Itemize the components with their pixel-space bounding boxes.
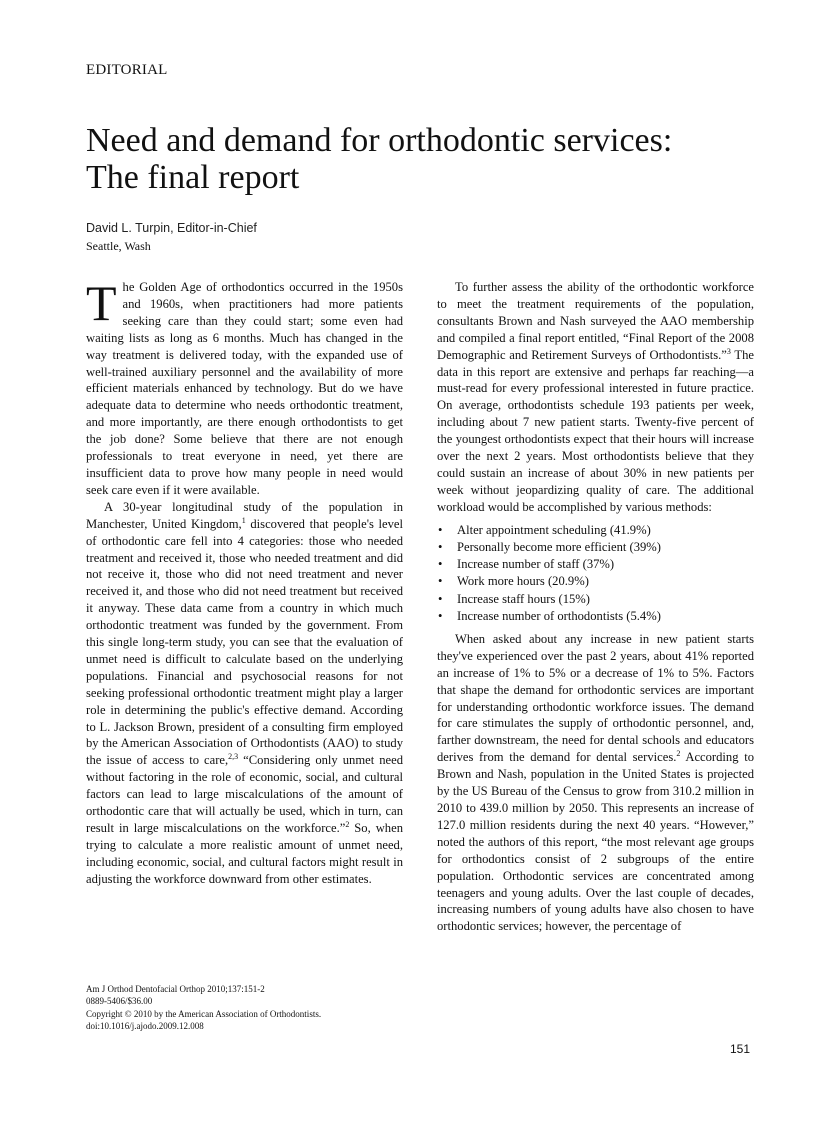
list-item: • Increase number of staff (37%) — [457, 556, 754, 573]
reference-marker: 2 — [676, 749, 681, 759]
list-item: • Increase staff hours (15%) — [457, 591, 754, 608]
list-item: • Personally become more efficient (39%) — [457, 539, 754, 556]
left-paragraph-1 — [86, 275, 403, 499]
list-item: • Work more hours (20.9%) — [457, 573, 754, 590]
list-item: • Alter appointment scheduling (41.9%) — [457, 522, 754, 539]
right-column — [437, 279, 754, 935]
journal-citation: Am J Orthod Dentofacial Orthop 2010;137:151-2 — [86, 984, 265, 994]
page-number: 151 — [730, 1042, 751, 1056]
title-line-1: Need and demand for orthodontic services: — [86, 122, 673, 159]
left-p1-text: he Golden Age of orthodontics occurred in the 1950s and 1960s, when practitioners had more patients seeking care than they could start; some even had waiting lists as long as 6 months. Much has changed in the way treatment is delivered today, with the expanded use of well-trained auxiliary personnel and the availability of more efficient materials enhanced by technology. But do we have adequate data to determine who needs orthodontic treatment, and more importantly, are there enough orthodontists to get the job done? Some believe that there are not enough professionals to treat everyone in need, yet there are insufficient data to prove how many people in need would seek care even if it were available. — [86, 280, 403, 497]
issn-price: 0889-5406/$36.00 — [86, 996, 153, 1007]
workload-methods-list — [437, 522, 754, 625]
list-item: • Increase number of orthodontists (5.4%) — [457, 608, 754, 625]
author-affiliation: Seattle, Wash — [86, 239, 151, 253]
right-p1-text-b: The data in this report are extensive and perhaps far reaching—a must-read for every professional interested in future practice. On average, orthodontists schedule 193 patients per week, including about 7 new patient starts. Twenty-five percent of the youngest orthodontists expect that their hours will increase over the next 2 years. Most orthodontists believe that they could sustain an increase of about 30% in new patients per week without jeopardizing quality of care. The additional workload would be accomplished by various methods: — [437, 347, 754, 514]
reference-marker: 1 — [241, 515, 246, 525]
right-p1-text-a: To further assess the ability of the orthodontic workforce to meet the treatment requirements of the population, consultants Brown and Nash surveyed the AAO membership and compiled a final report entitled, “Final Report of the 2008 Demographic and Retirement Surveys of Orthodontists.” — [437, 280, 754, 362]
left-paragraph-2 — [86, 499, 403, 888]
doi: doi:10.1016/j.ajodo.2009.12.008 — [86, 1021, 204, 1032]
reference-marker: 2 — [345, 819, 350, 829]
article-title — [86, 122, 766, 196]
reference-marker: 3 — [726, 346, 731, 356]
citation-footnote — [86, 983, 403, 1033]
right-p2-text-b: According to Brown and Nash, population in the United States is projected by the US Bureau of the Census to grow from 310.2 million in 2010 to 439.0 million by 2050. This represents an increase of 127.0 million residents during the next 40 years. “However,” noted the authors of this report, “the most relevant age groups for orthodontics consist of 2 subgroups of the entire population. Orthodontic services are concentrated among teenagers and young adults. Over the last couple of decades, increasing numbers of young adults have also chosen to have orthodontic services; however, the percentage of — [437, 750, 754, 934]
left-p2-text-d: So, when trying to calculate a more realistic amount of unmet need, including economic, social, and cultural factors might result in adjusting the workforce downward from other estimates. — [86, 821, 403, 886]
drop-cap: T — [86, 275, 117, 331]
right-paragraph-2 — [437, 631, 754, 935]
section-label: EDITORIAL — [86, 62, 168, 78]
copyright-notice: Copyright © 2010 by the American Association of Orthodontists. — [86, 1008, 322, 1019]
left-column — [86, 275, 404, 888]
right-paragraph-1 — [437, 279, 754, 516]
right-p2-text-a: When asked about any increase in new patient starts they've experienced over the past 2 years, about 41% reported an increase of 1% to 5% or a decrease of 1% to 5%. Factors that shape the demand for orthodontic services are important for understanding orthodontic workforce issues. The demand for care stimulates the supply of orthodontic personnel, and, farther downstream, the need for dental schools and educators derives from the demand for dental services. — [437, 631, 754, 765]
author-byline: David L. Turpin, Editor-in-Chief — [86, 221, 257, 235]
title-line-2: The final report — [86, 159, 300, 196]
reference-marker: 2,3 — [228, 752, 239, 762]
left-p2-text-b: discovered that people's level of orthodontic care fell into 4 categories: those who needed treatment and received it, those who needed treatment and did not receive it, those who did not need treatment and never received it, and those who did not need treatment but received it anyway. These data came from a country in which much orthodontic treatment was funded by the government. From this single long-term study, you can see that the evaluation of unmet need is difficult to calculate based on the underlying populations. Financial and psychosocial reasons for not seeking professional orthodontic treatment might play a larger role in determining the public's effective demand. According to L. Jackson Brown, president of a consulting firm employed by the American Association of Orthodontists (AAO) to study the issue of access to care, — [86, 516, 404, 768]
left-p2-text-c: “Considering only unmet need without factoring in the role of economic, social, and cultural factors can lead to large miscalculations of the amount of orthodontic care that will actually be used, which in turn, can result in large miscalculations on the workforce.” — [86, 753, 403, 835]
left-p2-text-a: A 30-year longitudinal study of the population in Manchester, United Kingdom, — [86, 499, 403, 531]
